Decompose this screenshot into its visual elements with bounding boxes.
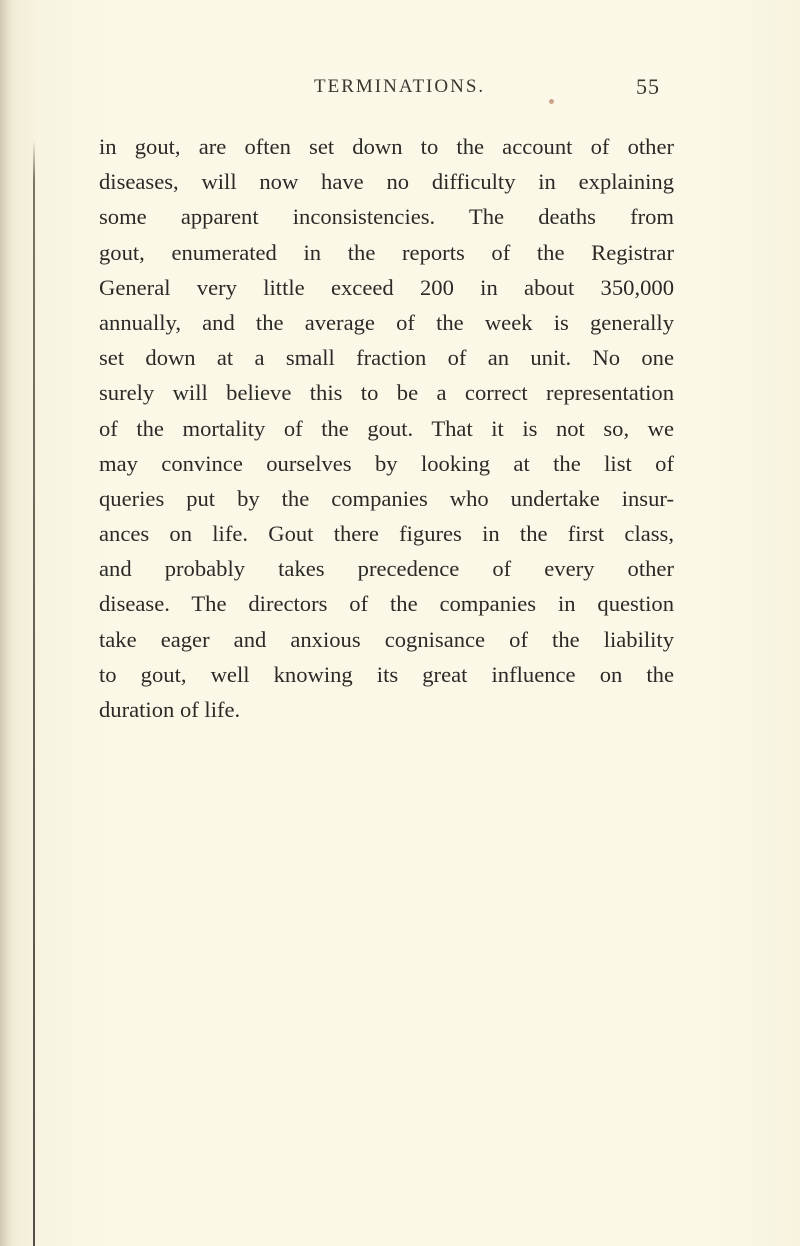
text-line: disease. The directors of the companies in question	[99, 591, 674, 617]
text-line: diseases, will now have no difficulty in explaining	[99, 169, 674, 195]
text-line: ances on life. Gout there figures in the first class,	[99, 521, 674, 547]
page-number: 55	[636, 74, 660, 99]
ink-spot	[549, 99, 554, 104]
text-line: queries put by the companies who undertake insur-	[99, 485, 674, 511]
body-paragraph	[99, 129, 674, 727]
text-line: take eager and anxious cognisance of the liability	[99, 626, 674, 652]
text-line: in gout, are often set down to the account of other	[99, 134, 674, 159]
text-line: some apparent inconsistencies. The deaths from	[99, 204, 674, 230]
text-line: annually, and the average of the week is generally	[99, 309, 674, 335]
text-line: to gout, well knowing its great influence on the	[99, 661, 674, 687]
running-title: TERMINATIONS.	[314, 76, 486, 97]
text-line: of the mortality of the gout. That it is not so, we	[99, 415, 674, 441]
text-line: may convince ourselves by looking at the list of	[99, 450, 674, 476]
text-line: General very little exceed 200 in about 350,000	[99, 274, 674, 300]
text-line: set down at a small fraction of an unit. No one	[99, 345, 674, 371]
text-line: surely will believe this to be a correct representation	[99, 380, 674, 406]
text-line-last: duration of life.	[99, 697, 241, 722]
text-line: gout, enumerated in the reports of the Registrar	[99, 239, 674, 265]
text-line: and probably takes precedence of every other	[99, 556, 674, 582]
page-gutter-shadow	[0, 0, 14, 1246]
binding-edge	[33, 140, 35, 1246]
running-header	[100, 76, 660, 106]
